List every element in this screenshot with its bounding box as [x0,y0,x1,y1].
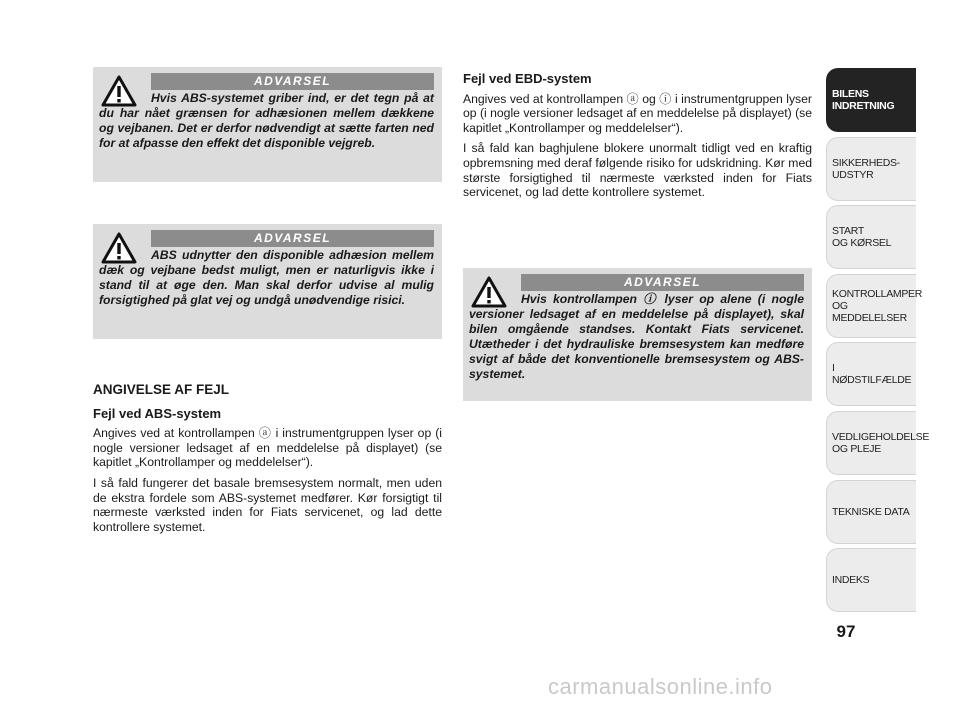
tab-label: UDSTYR [832,168,874,181]
tab-sikkerhedsudstyr[interactable] [826,137,916,201]
tab-label: TEKNISKE DATA [832,505,910,518]
tab-kontrollamper[interactable] [826,274,923,338]
paragraph: I så fald fungerer det basale bremsesystem normalt, men uden de ekstra fordele som ABS-systemet medfører. Kør forsigtigt til nærmeste værksted inden for Fiats servicenet, og lad dette kontrollere systemet. [93,475,442,534]
warning-text: ABS udnytter den disponible adhæsion mellem dæk og vejbane bedst muligt, men er naturligvis ikke i stand til at øge den. Man skal derfor udvise al mulig forsigtighed på glat vej og undgå unødvendige risici. [99,248,434,307]
chapter-tabs [826,68,930,617]
paragraph: Angives ved at kontrollampen ⓐ og ⓘ i instrumentgruppen lyser op (i nogle versioner ledsaget af en meddelelse på displayet) (se kapitlet „Kontrollamper og meddelelser“). [463,91,812,135]
warning-label: ADVARSEL [151,73,434,90]
right-column [463,72,812,206]
tab-indeks[interactable] [826,548,916,612]
section-heading: ANGIVELSE AF FEJL [93,382,230,397]
left-column [93,383,442,540]
tab-tekniske-data[interactable] [826,480,916,544]
page-number: 97 [836,622,856,641]
tab-label: START [832,225,864,238]
tab-label: VEDLIGEHOLDELSE [832,430,930,443]
paragraph: I så fald kan baghjulene blokere unormalt tidligt ved en kraftig opbremsning med deraf følgende risiko for udskridning. Kør med største forsigtighed til nærmeste værksted inden for Fiats servicenet, og lad dette kontrollere systemet. [463,141,812,200]
tab-i-nodstilfaelde[interactable] [826,342,916,406]
tab-label: I NØDSTILFÆLDE [832,362,912,387]
warning-box-1 [93,67,442,182]
tab-label: KONTROLLAMPER [832,287,923,300]
paragraph: Angives ved at kontrollampen ⓐ i instrumentgruppen lyser op (i nogle versioner ledsaget af en meddelelse på displayet) (se kapitlet „Kontrollamper og meddelelser“). [93,426,442,470]
tab-label: OG KØRSEL [832,237,892,250]
tab-label: INDEKS [832,574,870,587]
warning-text: Hvis ABS-systemet griber ind, er det tegn på at du har nået grænsen for adhæsionen mellem dækkene og vejbanen. Det er derfor nødvendigt at sætte farten ned for at afpasse den effekt det disponible vejgreb. [99,91,434,150]
tab-label: OG PLEJE [832,442,881,455]
tab-bilens-indretning[interactable] [826,68,916,132]
tab-vedligeholdelse[interactable] [826,411,930,475]
tab-label: BILENS [832,88,869,100]
tab-label: OG MEDDELELSER [832,299,907,324]
watermark: carmanualsonline.info [548,674,773,699]
tab-label: SIKKERHEDS- [832,156,900,169]
tab-start-og-korsel[interactable] [826,205,916,269]
warning-box-2 [93,224,442,339]
subheading-ebd: Fejl ved EBD-system [463,71,592,86]
subheading-abs: Fejl ved ABS-system [93,405,222,421]
tab-label: INDRETNING [832,100,895,112]
warning-label: ADVARSEL [151,230,434,247]
warning-box-3 [463,268,812,401]
warning-text: Hvis kontrollampen ⓘ lyser op alene (i nogle versioner ledsaget af en meddelelse på displayet), skal bilen omgående standses. Kontakt Fiats servicenet. Utætheder i det hydrauliske bremsesystem kan medføre svigt af både det konventionelle bremsesystem og ABS-systemet. [469,292,804,381]
warning-label: ADVARSEL [521,274,804,291]
